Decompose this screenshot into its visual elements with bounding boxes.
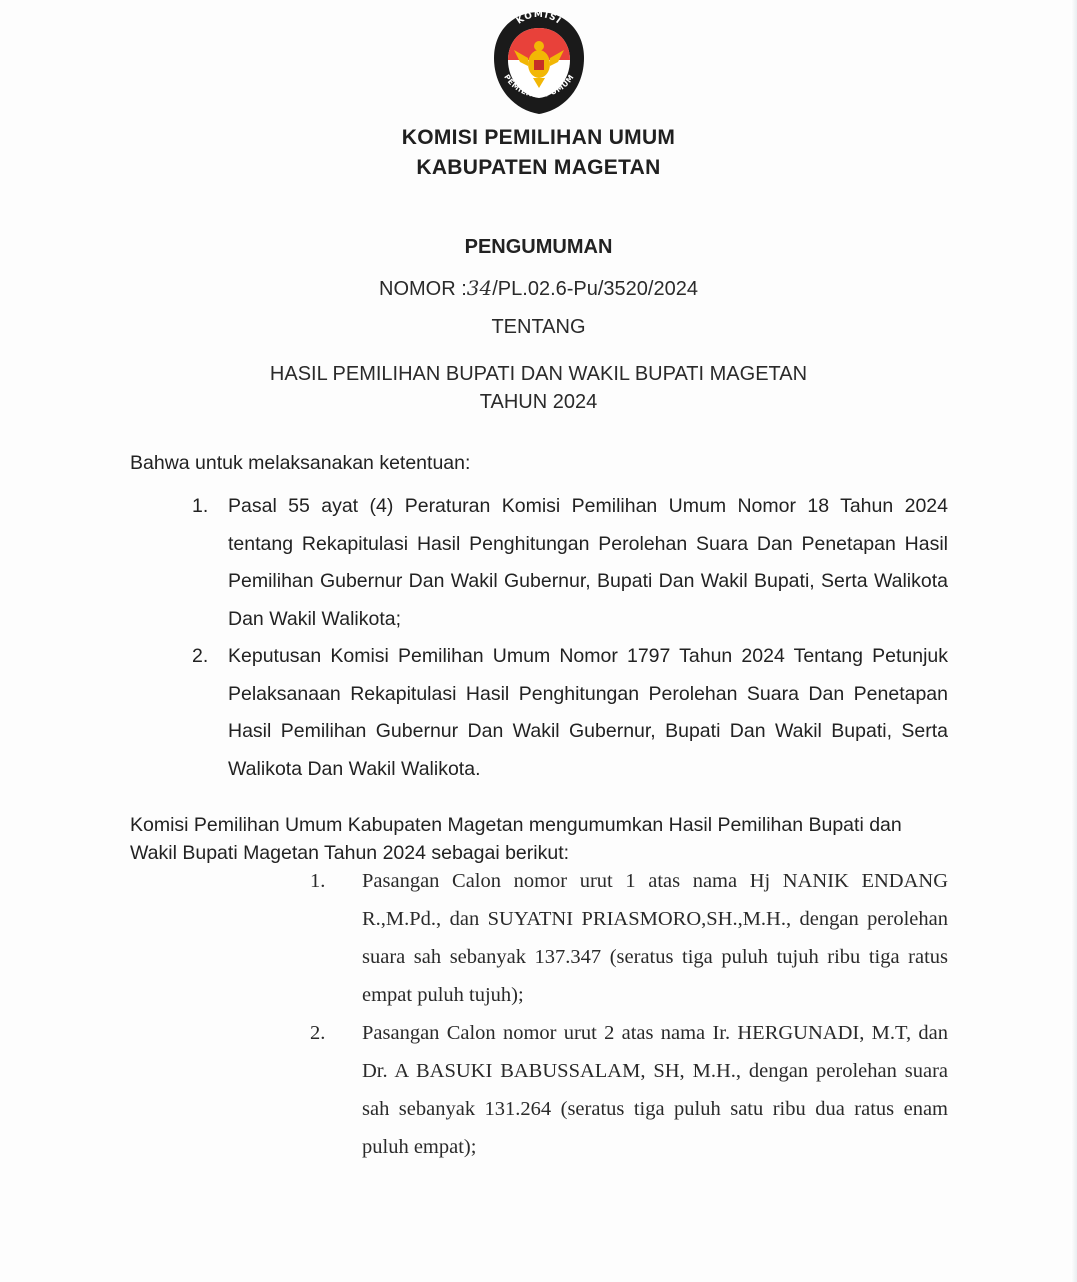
list-item-number: 1. <box>192 495 209 517</box>
nomor-rest: /PL.02.6-Pu/3520/2024 <box>492 278 698 300</box>
subject-line2: TAHUN 2024 <box>479 391 598 413</box>
announcement-title: PENGUMUMAN <box>464 236 613 258</box>
nomor-handwritten: 34 <box>466 276 493 300</box>
list-item-text: Pasangan Calon nomor urut 1 atas nama Hj NANIK ENDANG R.,M.Pd., dan SUYATNI PRIASMORO,SH.,M.H., dengan perolehan suara sah sebanyak 137.347 (seratus tiga puluh tujuh ribu tiga ratus empat puluh tujuh); <box>362 870 948 1006</box>
page-edge-shadow <box>1071 0 1077 1282</box>
logo-text-bottom: PEMILIHAN UMUM <box>502 72 576 100</box>
org-name-line2: KABUPATEN MAGETAN <box>416 156 661 179</box>
list-item <box>192 638 948 788</box>
list-item-text: Keputusan Komisi Pemilihan Umum Nomor 1797 Tahun 2024 Tentang Petunjuk Pelaksanaan Rekapitulasi Hasil Penghitungan Perolehan Suara Dan Penetapan Hasil Pemilihan Gubernur Dan Wakil Gubernur, Bupati Dan Wakil Bupati, Serta Walikota Dan Wakil Walikota. <box>228 645 948 780</box>
list-item-text: Pasangan Calon nomor urut 2 atas nama Ir. HERGUNADI, M.T, dan Dr. A BASUKI BABUSSALAM, SH, M.H., dengan perolehan suara sah sebanyak 131.264 (seratus tiga puluh satu ribu dua ratus enam puluh empat); <box>362 1022 948 1158</box>
provisions-list <box>192 488 948 788</box>
nomor-label: NOMOR : <box>379 278 467 300</box>
list-item <box>192 488 948 638</box>
org-name-line1: KOMISI PEMILIHAN UMUM <box>401 126 676 149</box>
subject-line1: HASIL PEMILIHAN BUPATI DAN WAKIL BUPATI MAGETAN <box>269 363 808 385</box>
list-item-number: 2. <box>310 1022 326 1044</box>
intro-text: Bahwa untuk melaksanakan ketentuan: <box>130 452 471 474</box>
list-item <box>310 862 948 1014</box>
declaration-text: Komisi Pemilihan Umum Kabupaten Magetan mengumumkan Hasil Pemilihan Bupati dan Wakil Bupati Magetan Tahun 2024 sebagai berikut: <box>130 814 902 864</box>
results-list <box>310 862 948 1166</box>
logo-text-top: KOMISI <box>514 9 564 27</box>
kpu-logo-icon <box>490 8 588 118</box>
tentang-label: TENTANG <box>491 316 586 338</box>
announcement-number <box>0 276 1077 301</box>
list-item <box>310 1014 948 1166</box>
list-item-text: Pasal 55 ayat (4) Peraturan Komisi Pemilihan Umum Nomor 18 Tahun 2024 tentang Rekapitulasi Hasil Penghitungan Perolehan Suara Dan Penetapan Hasil Pemilihan Gubernur Dan Wakil Gubernur, Bupati Dan Wakil Bupati, Serta Walikota Dan Wakil Walikota; <box>228 495 948 630</box>
list-item-number: 1. <box>310 870 326 892</box>
list-item-number: 2. <box>192 645 209 667</box>
